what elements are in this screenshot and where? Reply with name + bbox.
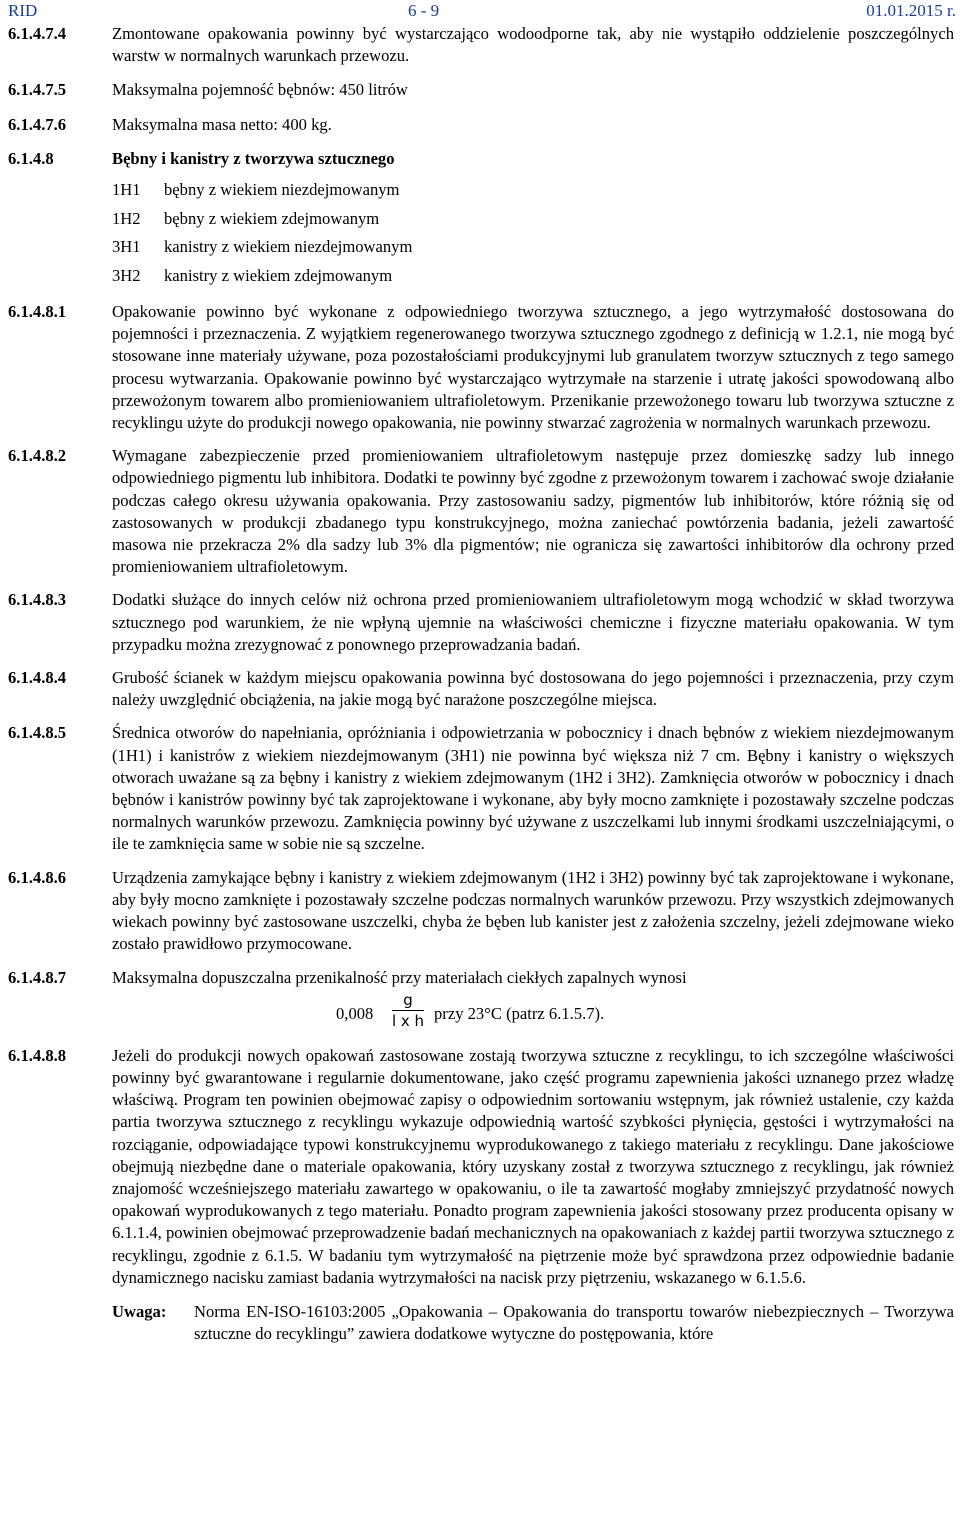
type-description: bębny z wiekiem zdejmowanym [164, 208, 380, 228]
section-6-1-4-8-heading [8, 148, 954, 170]
section-number: 6.1.4.8.6 [8, 867, 67, 887]
type-code: 1H2 [112, 208, 141, 228]
section-6-1-4-7-5 [8, 79, 954, 101]
header-page-number: 6 - 9 [408, 1, 440, 20]
section-6-1-4-7-6 [8, 114, 954, 136]
type-row [8, 233, 954, 262]
section-text: Maksymalna dopuszczalna przenikalność przy materiałach ciekłych zapalnych wynosi [112, 967, 687, 987]
section-heading: Bębny i kanistry z tworzywa sztucznego [112, 148, 395, 168]
section-text: Zmontowane opakowania powinny być wystarczająco wodoodporne tak, aby nie wystąpiło oddzielenie poszczególnych warstw w normalnych warunkach przewozu. [112, 24, 954, 66]
section-text: Maksymalna pojemność bębnów: 450 litrów [112, 80, 408, 100]
page-header [8, 0, 956, 22]
section-number: 6.1.4.7.5 [8, 80, 67, 100]
section-number: 6.1.4.7.6 [8, 114, 67, 134]
section-number: 6.1.4.7.4 [8, 24, 67, 43]
section-6-1-4-8-8 [8, 1045, 954, 1289]
note-label: Uwaga: [112, 1301, 167, 1321]
section-6-1-4-8-2 [8, 445, 954, 578]
section-text: Grubość ścianek w każdym miejscu opakowania powinna być dostosowana do jego pojemności i przeznaczenia, przy czym należy uwzględnić obciążenia, na jakie mogą być narażone poszczególne miejsca. [112, 668, 954, 710]
fraction-bar [392, 1010, 424, 1011]
formula-condition: przy 23°C (patrz 6.1.5.7). [434, 1003, 605, 1023]
section-text: Dodatki służące do innych celów niż ochrona przed promieniowaniem ultrafioletowym mogą wchodzić w skład tworzywa sztucznego pod warunkiem, że nie wpłyną ujemnie na właściwości chemiczne i fizyczne materiału opakowania. W tym przypadku można zrezygnować z ponownego przeprowadzania badań. [112, 590, 954, 654]
type-description: kanistry z wiekiem zdejmowanym [164, 265, 393, 285]
type-row [8, 205, 954, 234]
type-description: bębny z wiekiem niezdejmowanym [164, 180, 400, 200]
section-number: 6.1.4.8.8 [8, 1045, 67, 1065]
section-number: 6.1.4.8.7 [8, 967, 67, 987]
section-number: 6.1.4.8 [8, 148, 54, 168]
formula-numerator: g [403, 990, 413, 1009]
type-row [8, 262, 954, 291]
section-text: Maksymalna masa netto: 400 kg. [112, 114, 332, 134]
section-text: Opakowanie powinno być wykonane z odpowiedniego tworzywa sztucznego, a jego wytrzymałość dostosowana do pojemności i przeznaczenia. Z wyjątkiem regenerowanego tworzywa sztucznego zgodnego z definicją w 1.2.1, nie mogą być stosowane inne materiały używane, poza pozostałościami produkcyjnymi lub granulatem tworzyw sztucznych z tego samego procesu wytwarzania. Opakowanie powinno być wystarczająco wytrzymałe na starzenie i utratę jakości spowodowaną albo przewożonym towarem albo promieniowaniem ultrafioletowym. Przenikanie przewożonego towaru lub tworzywa sztuczne z recyklingu użyte do produkcji nowego opakowania, nie powinny stwarzać zagrożenia w normalnych warunkach przewozu. [112, 302, 954, 433]
formula-fraction [388, 991, 428, 1030]
type-code: 3H1 [112, 237, 141, 257]
section-number: 6.1.4.8.2 [8, 446, 67, 466]
type-code: 1H1 [112, 180, 141, 200]
permeability-formula [8, 989, 954, 1037]
section-6-1-4-8-1 [8, 301, 954, 434]
section-6-1-4-8-3 [8, 589, 954, 656]
section-number: 6.1.4.8.3 [8, 590, 67, 610]
section-number: 6.1.4.8.1 [8, 302, 67, 322]
section-6-1-4-8-7 [8, 967, 954, 989]
type-row [8, 176, 954, 205]
section-text: Urządzenia zamykające bębny i kanistry z wiekiem zdejmowanym (1H2 i 3H2) powinny być tak zaprojektowane i wykonane, aby były mocno zamknięte i pozostawały szczelne podczas normalnych warunków przewozu. Przy wszystkich zdejmowanych wiekach powinny być zastosowane uszczelki, chyba że bęben lub kanister jest z założenia szczelny, jeżeli zdejmowane wieko zostało prawidłowo przymocowane. [112, 867, 954, 954]
section-number: 6.1.4.8.5 [8, 723, 67, 743]
header-doc-name: RID [8, 1, 38, 20]
note [8, 1301, 954, 1345]
formula-denominator: l x h [391, 1011, 425, 1030]
section-6-1-4-8-5 [8, 722, 954, 855]
section-6-1-4-8-4 [8, 667, 954, 711]
section-text: Jeżeli do produkcji nowych opakowań zastosowane zostają tworzywa sztuczne z recyklingu, to ich szczególne właściwości powinny być gwarantowane i regularnie dokumentowane, jako część programu zapewnienia jakości uznanego przez władzę właściwą. Program ten powinien obejmować zapisy o odpowiednim sortowaniu wstępnym, jak również ustalenie, czy każda partia tworzywa sztucznego z recyklingu wykazuje odpowiednią wartość szybkości płynięcia, gęstości i wytrzymałości na rozciąganie, odpowiadające typowi konstrukcyjnemu wyprodukowanego z takiego materiału z recyklingu. Dane jakościowe obejmują niezbędne dane o materiale opakowania, który uzyskany został z tworzywa sztucznego z recyklingu, jak również znajomość wcześniejszego materiału zawartego w opakowaniu, o ile ta zawartość mogłaby zmniejszyć przydatność nowych opakowań wyprodukowanych z tego materiału. Ponadto program zapewnienia jakości stosowany przez producenta opisany w 6.1.1.4, powinien obejmować przeprowadzenie badań mechanicznych na opakowaniach z każdej partii tworzywa sztucznego z recyklingu, zgodnie z 6.1.5. W badaniu tym wytrzymałość na piętrzenie może być sprawdzona przez odpowiednie badanie dynamicznego nacisku zamiast badania wytrzymałości na nacisk przy piętrzeniu, wskazanego w 6.1.5.6. [112, 1045, 954, 1287]
document-body [8, 23, 954, 1345]
type-description: kanistry z wiekiem niezdejmowanym [164, 237, 413, 257]
section-6-1-4-8-6 [8, 867, 954, 956]
type-code: 3H2 [112, 265, 141, 285]
formula-coefficient: 0,008 [336, 1003, 374, 1023]
note-text: Norma EN-ISO-16103:2005 „Opakowania – Opakowania do transportu towarów niebezpiecznych – Tworzywa sztuczne do recyklingu” zawiera dodatkowe wytyczne do postępowania, które [194, 1301, 954, 1344]
section-number: 6.1.4.8.4 [8, 668, 67, 688]
section-6-1-4-7-4 [8, 23, 954, 67]
header-date: 01.01.2015 r. [866, 1, 956, 20]
section-text: Średnica otworów do napełniania, opróżniania i odpowietrzania w pobocznicy i dnach bębnów z wiekiem niezdejmowanym (1H1) i kanistrów z wiekiem niezdejmowanym (3H1) nie powinna być większa niż 7 cm. Bębny i kanistry o większych otworach uważane są za bębny i kanistry z wiekiem zdejmowanym (1H2 i 3H2). Zamknięcia otworów w pobocznicy i dnach bębnów i kanistrów powinny być tak zaprojektowane i wykonane, aby były mocno zamknięte i pozostawały szczelne podczas normalnych warunków przewozu. Zamknięcia powinny być używane z uszczelkami lub innymi środkami uszczelniającymi, o ile te zamknięcia same w sobie nie są szczelne. [112, 723, 954, 854]
section-text: Wymagane zabezpieczenie przed promieniowaniem ultrafioletowym następuje przez domieszkę sadzy lub innego odpowiedniego pigmentu lub inhibitora. Dodatki te powinny być zgodne z przewożonym towarem i zachować swoje działanie podczas całego okresu używania opakowania. Przy zastosowaniu sadzy, pigmentów lub inhibitorów, które różnią się od zastosowanych w produkcji zbadanego typu konstrukcyjnego, można zaniechać powtórzenia badania, jeżeli zawartość masowa nie przekracza 2% dla sadzy lub 3% dla pigmentów; nie ogranicza się zawartości inhibitorów dla ochrony przed promieniowaniem ultrafioletowym. [112, 446, 954, 577]
